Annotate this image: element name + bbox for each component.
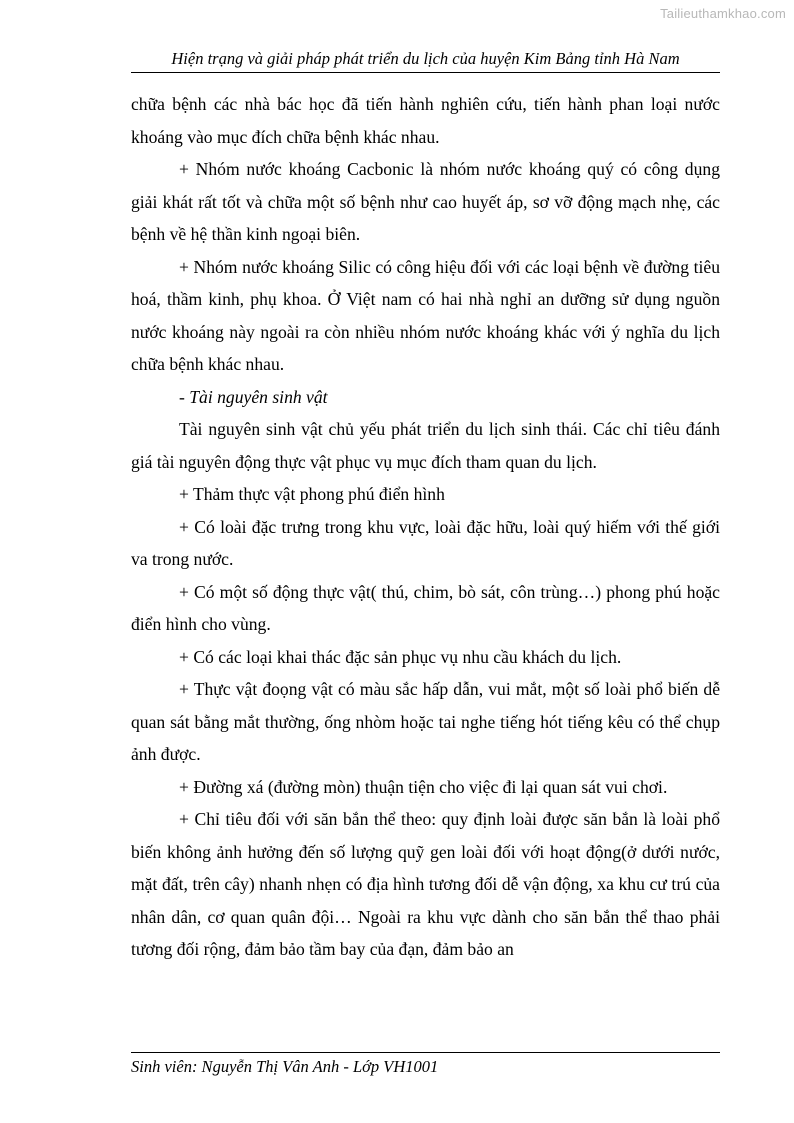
paragraph-vegetation: + Thảm thực vật phong phú điển hình: [179, 484, 445, 504]
paragraph-bio-intro: Tài nguyên sinh vật chủ yếu phát triển du lịch sinh thái. Các chỉ tiêu đánh giá tài nguyên động thực vật phục vụ mục đích tham quan du lịch.: [131, 419, 720, 472]
paragraph-cacbonic: + Nhóm nước khoáng Cacbonic là nhóm nước khoáng quý có công dụng giải khát rất tốt và chữa một số bệnh như cao huyết áp, sơ vỡ động mạch nhẹ, các bệnh về hệ thần kinh ngoại biên.: [131, 159, 720, 244]
paragraph-fauna: + Có một số động thực vật( thú, chim, bò sát, côn trùng…) phong phú hoặc điển hình cho vùng.: [131, 581, 720, 634]
paragraph-trails: + Đường xá (đường mòn) thuận tiện cho việc đi lại quan sát vui chơi.: [179, 776, 668, 797]
watermark: Tailieuthamkhao.com: [660, 6, 786, 21]
paragraph-endemic-species: + Có loài đặc trưng trong khu vực, loài đặc hữu, loài quý hiếm với thế giới va trong nước.: [131, 516, 720, 569]
paragraph-specialties: + Có các loại khai thác đặc sản phục vụ nhu cầu khách du lịch.: [179, 646, 622, 667]
document-body: [131, 88, 720, 966]
paragraph-silic: + Nhóm nước khoáng Silic có công hiệu đối với các loại bệnh về đường tiêu hoá, thầm kinh, phụ khoa. Ở Việt nam có hai nhà nghỉ an dưỡng sử dụng nguồn nước khoáng này ngoài ra còn nhiều nhóm nước khoáng khác với ý nghĩa du lịch chữa bệnh khác nhau.: [131, 256, 720, 374]
paragraph-attractive-species: + Thực vật đoọng vật có màu sắc hấp dẫn, vui mắt, một số loài phổ biến dễ quan sát bằng mắt thường, ống nhòm hoặc tai nghe tiếng hót tiếng kêu có thể chụp ảnh được.: [131, 679, 720, 764]
page-header-title: Hiện trạng và giải pháp phát triển du lịch của huyện Kim Bảng tỉnh Hà Nam: [171, 49, 680, 68]
footer-divider: [131, 1052, 720, 1053]
paragraph-continuation: chữa bệnh các nhà bác học đã tiến hành nghiên cứu, tiến hành phan loại nước khoáng vào mục đích chữa bệnh khác nhau.: [131, 94, 720, 147]
header-divider: [131, 72, 720, 73]
page-footer-author: Sinh viên: Nguyễn Thị Vân Anh - Lớp VH1001: [131, 1057, 439, 1076]
section-heading-bio-resources: - Tài nguyên sinh vật: [179, 386, 328, 407]
paragraph-hunting-criteria: + Chỉ tiêu đối với săn bắn thể theo: quy định loài được săn bắn là loài phổ biến không ảnh hưởng đến số lượng quỹ gen loài đối với hoạt động(ở dưới nước, mặt đất, trên cây) nhanh nhẹn có địa hình tương đối dễ vận động, xa khu cư trú của nhân dân, cơ quan quân đội… Ngoài ra khu vực dành cho săn bắn thể thao phải tương đối rộng, đảm bảo tầm bay của đạn, đảm bảo an: [131, 809, 720, 959]
